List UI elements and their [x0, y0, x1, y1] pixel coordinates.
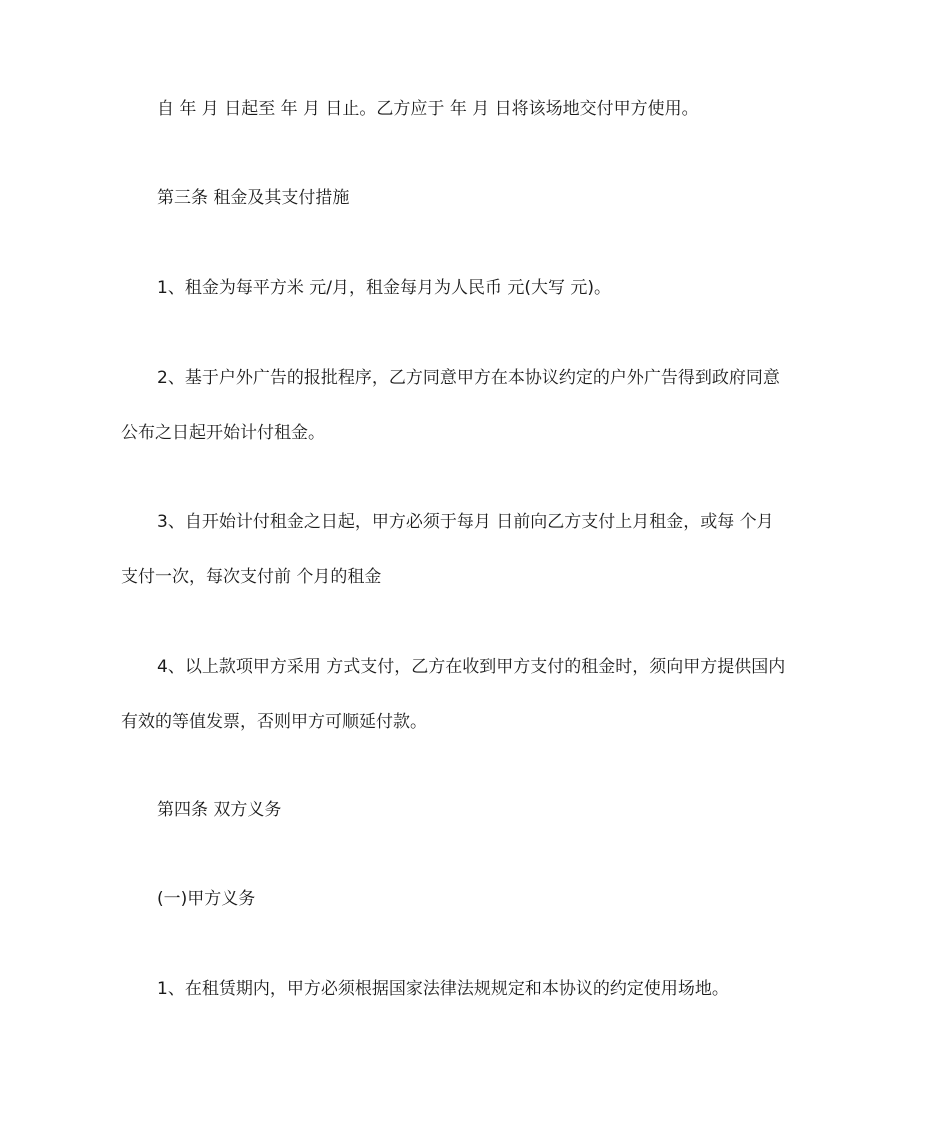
- clause-4-1-1: 1、在租赁期内，甲方必须根据国家法律法规规定和本协议的约定使用场地。: [157, 979, 729, 999]
- heading-article-4: 第四条 双方义务: [157, 800, 282, 820]
- clause-3-1: 1、租金为每平方米 元/月，租金每月为人民币 元(大写 元)。: [157, 278, 612, 298]
- heading-article-3: 第三条 租金及其支付措施: [157, 188, 350, 208]
- clause-3-4-line-1: 4、以上款项甲方采用 方式支付，乙方在收到甲方支付的租金时，须向甲方提供国内: [157, 657, 786, 677]
- clause-3-3-line-2: 支付一次，每次支付前 个月的租金: [121, 567, 382, 587]
- clause-3-3-line-1: 3、自开始计付租金之日起，甲方必须于每月 日前向乙方支付上月租金，或每 个月: [157, 512, 774, 532]
- clause-3-4-line-2: 有效的等值发票，否则甲方可顺延付款。: [121, 712, 427, 732]
- clause-3-2-line-1: 2、基于户外广告的报批程序，乙方同意甲方在本协议约定的户外广告得到政府同意: [157, 368, 780, 388]
- clause-3-2-line-2: 公布之日起开始计付租金。: [121, 423, 325, 443]
- subheading-party-a-obligations: (一)甲方义务: [157, 889, 256, 909]
- text-line-period: 自 年 月 日起至 年 月 日止。乙方应于 年 月 日将该场地交付甲方使用。: [157, 99, 699, 119]
